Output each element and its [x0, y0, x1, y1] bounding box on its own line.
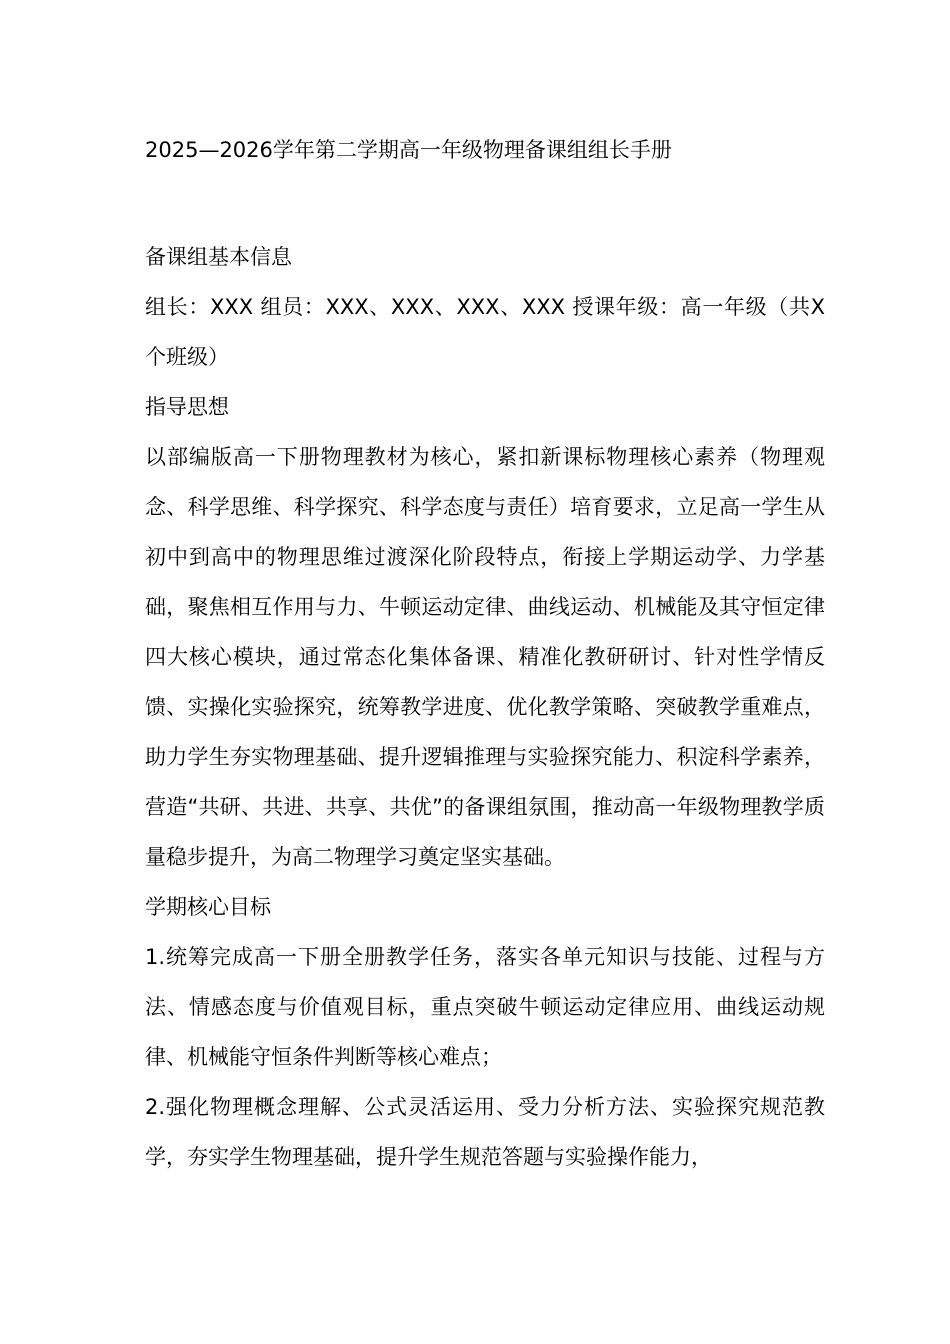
- basic-info-heading: 备课组基本信息: [145, 245, 292, 269]
- guiding-heading: 指导思想: [145, 395, 229, 419]
- goal-item-2: 2.强化物理概念理解、公式灵活运用、受力分析方法、实验探究规范教学，夯实学生物理基础，提升学生规范答题与实验操作能力，: [145, 1095, 825, 1169]
- document-body: [145, 134, 825, 1182]
- document-title: 2025—2026学年第二学期高一年级物理备课组组长手册: [145, 138, 672, 162]
- basic-info-text: 组长：XXX 组员：XXX、XXX、XXX、XXX 授课年级：高一年级（共X个班级）: [145, 295, 825, 369]
- goal-item-1: 1.统筹完成高一下册全册教学任务，落实各单元知识与技能、过程与方法、情感态度与价值观目标，重点突破牛顿运动定律应用、曲线运动规律、机械能守恒条件判断等核心难点；: [145, 945, 825, 1069]
- goals-heading: 学期核心目标: [145, 895, 271, 919]
- guiding-text: 以部编版高一下册物理教材为核心，紧扣新课标物理核心素养（物理观念、科学思维、科学探究、科学态度与责任）培育要求，立足高一学生从初中到高中的物理思维过渡深化阶段特点，衔接上学期运动学、力学基础，聚焦相互作用与力、牛顿运动定律、曲线运动、机械能及其守恒定律四大核心模块，通过常态化集体备课、精准化教研研讨、针对性学情反馈、实操化实验探究，统筹教学进度、优化教学策略、突破教学重难点，助力学生夯实物理基础、提升逻辑推理与实验探究能力、积淀科学素养，营造“共研、共进、共享、共优”的备课组氛围，推动高一年级物理教学质量稳步提升，为高二物理学习奠定坚实基础。: [145, 445, 825, 869]
